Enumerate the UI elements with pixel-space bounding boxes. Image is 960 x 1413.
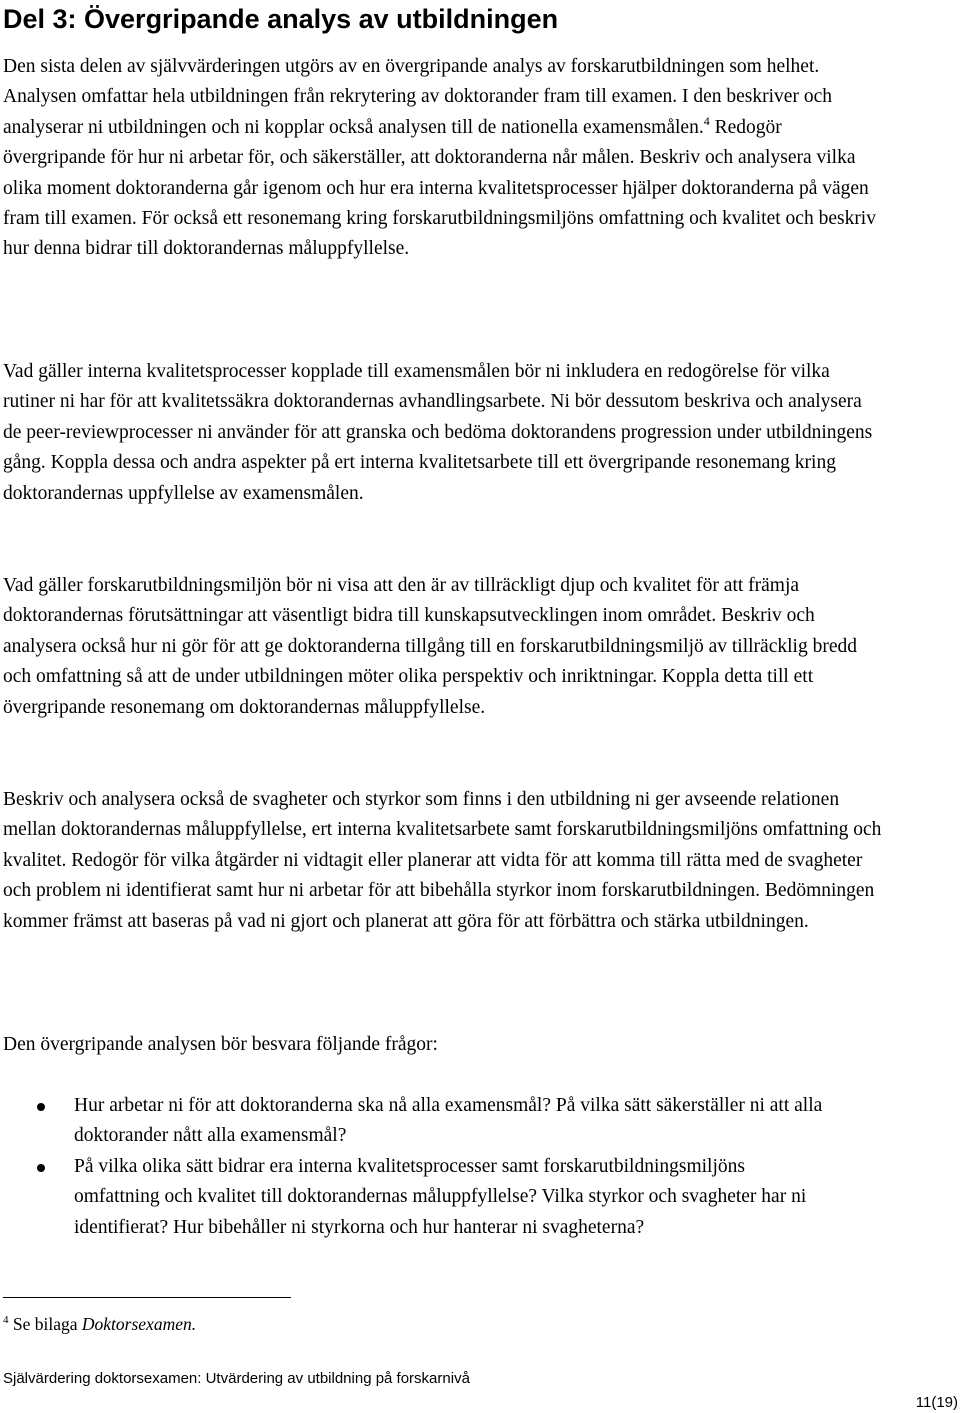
intro-text-start: Den sista delen av självvärderingen utgörs av en övergripande analys av forskarutbildningen som helhet. Analysen omfattar hela utbildningen från rekrytering av doktorander fram till examen. I den beskriver och analyserar ni utbildningen och ni kopplar också analysen till de nationella examensmålen. [3, 56, 832, 138]
list-item-text: Hur arbetar ni för att doktoranderna ska nå alla examensmål? På vilka sätt säkerställer ni att alla doktorander nått alla examensmål? [74, 1095, 823, 1147]
bullet-icon [37, 1103, 45, 1111]
research-environment-paragraph [3, 571, 883, 723]
footnote-text: Se bilaga [12, 1314, 82, 1334]
questions-intro-text: Den övergripande analysen bör besvara följande frågor: [3, 1034, 438, 1055]
footnote-appendix-name: Doktorsexamen. [81, 1314, 197, 1334]
list-item [0, 1091, 834, 1152]
footnote-reference[interactable]: 4 [703, 113, 710, 128]
intro-text-end: Redogör övergripande för hur ni arbetar för, och säkerställer, att doktoranderna når målen. Beskriv och analysera vilka olika moment doktoranderna går igenom och hur era interna kvalitetsprocesser hjälper doktoranderna på vägen fram till examen. För också ett resonemang kring forskarutbildningsmiljöns omfattning och kvalitet och beskriv hur denna bidrar till doktorandernas måluppfyllelse. [3, 116, 876, 260]
research-environment-text: Vad gäller forskarutbildningsmiljön bör ni visa att den är av tillräckligt djup och kvalitet för att främja doktorandernas förutsättningar att väsentligt bidra till kunskapsutvecklingen inom området. Beskriv och analysera också hur ni gör för att ge doktoranderna tillgång till en forskarutbildningsmiljö av tillräcklig bredd och omfattning så att de under utbildningen möter olika perspektiv och inriktningar. Koppla detta till ett övergripande resonemang om doktorandernas måluppfyllelse. [3, 575, 857, 718]
bullet-icon [37, 1164, 45, 1172]
list-item-text: På vilka olika sätt bidrar era interna kvalitetsprocesser samt forskarutbildningsmiljöns omfattning och kvalitet till doktorandernas måluppfyllelse? Vilka styrkor och svagheter har ni identifierat? Hur bibehåller ni styrkorna och hur hanterar ni svagheterna? [74, 1155, 807, 1238]
footnote-divider [3, 1297, 291, 1298]
quality-process-paragraph [3, 357, 883, 509]
quality-process-text: Vad gäller interna kvalitetsprocesser kopplade till examensmålen bör ni inkludera en redogörelse för vilka rutiner ni har för att kvalitetssäkra doktorandernas avhandlingsarbete. Ni bör dessutom beskriva och analysera de peer-reviewprocesser ni använder för att granska och bedöma doktorandens progression under utbildningens gång. Koppla dessa och andra aspekter på ert interna kvalitetsarbete till ett övergripande resonemang kring doktorandernas uppfyllelse av examensmålen. [3, 361, 873, 504]
footnote [3, 1312, 196, 1336]
footnote-number: 4 [3, 1314, 9, 1326]
strengths-weaknesses-paragraph [3, 785, 883, 937]
strengths-weaknesses-text: Beskriv och analysera också de svagheter och styrkor som finns i den utbildning ni ger avseende relationen mellan doktorandernas måluppfyllelse, ert interna kvalitetsarbete samt forskarutbildningsmiljöns omfattning och kvalitet. Redogör för vilka åtgärder ni vidtagit eller planerar att vidta för att komma till rätta med de svagheter och problem ni identifierat samt hur ni arbetar för att bibehålla styrkor inom forskarutbildningen. Bedömningen kommer främst att baseras på vad ni gjort och planerat att göra för att förbättra och stärka utbildningen. [3, 789, 882, 932]
question-list [0, 1091, 900, 1243]
page-footer: Självärdering doktorsexamen: Utvärdering av utbildning på forskarnivå [3, 1370, 470, 1387]
page-number: 11(19) [915, 1394, 958, 1411]
page-title: Del 3: Övergripande analys av utbildningen [3, 4, 559, 34]
list-item [0, 1152, 834, 1243]
intro-paragraph [3, 52, 883, 265]
questions-intro-paragraph [3, 1030, 883, 1060]
